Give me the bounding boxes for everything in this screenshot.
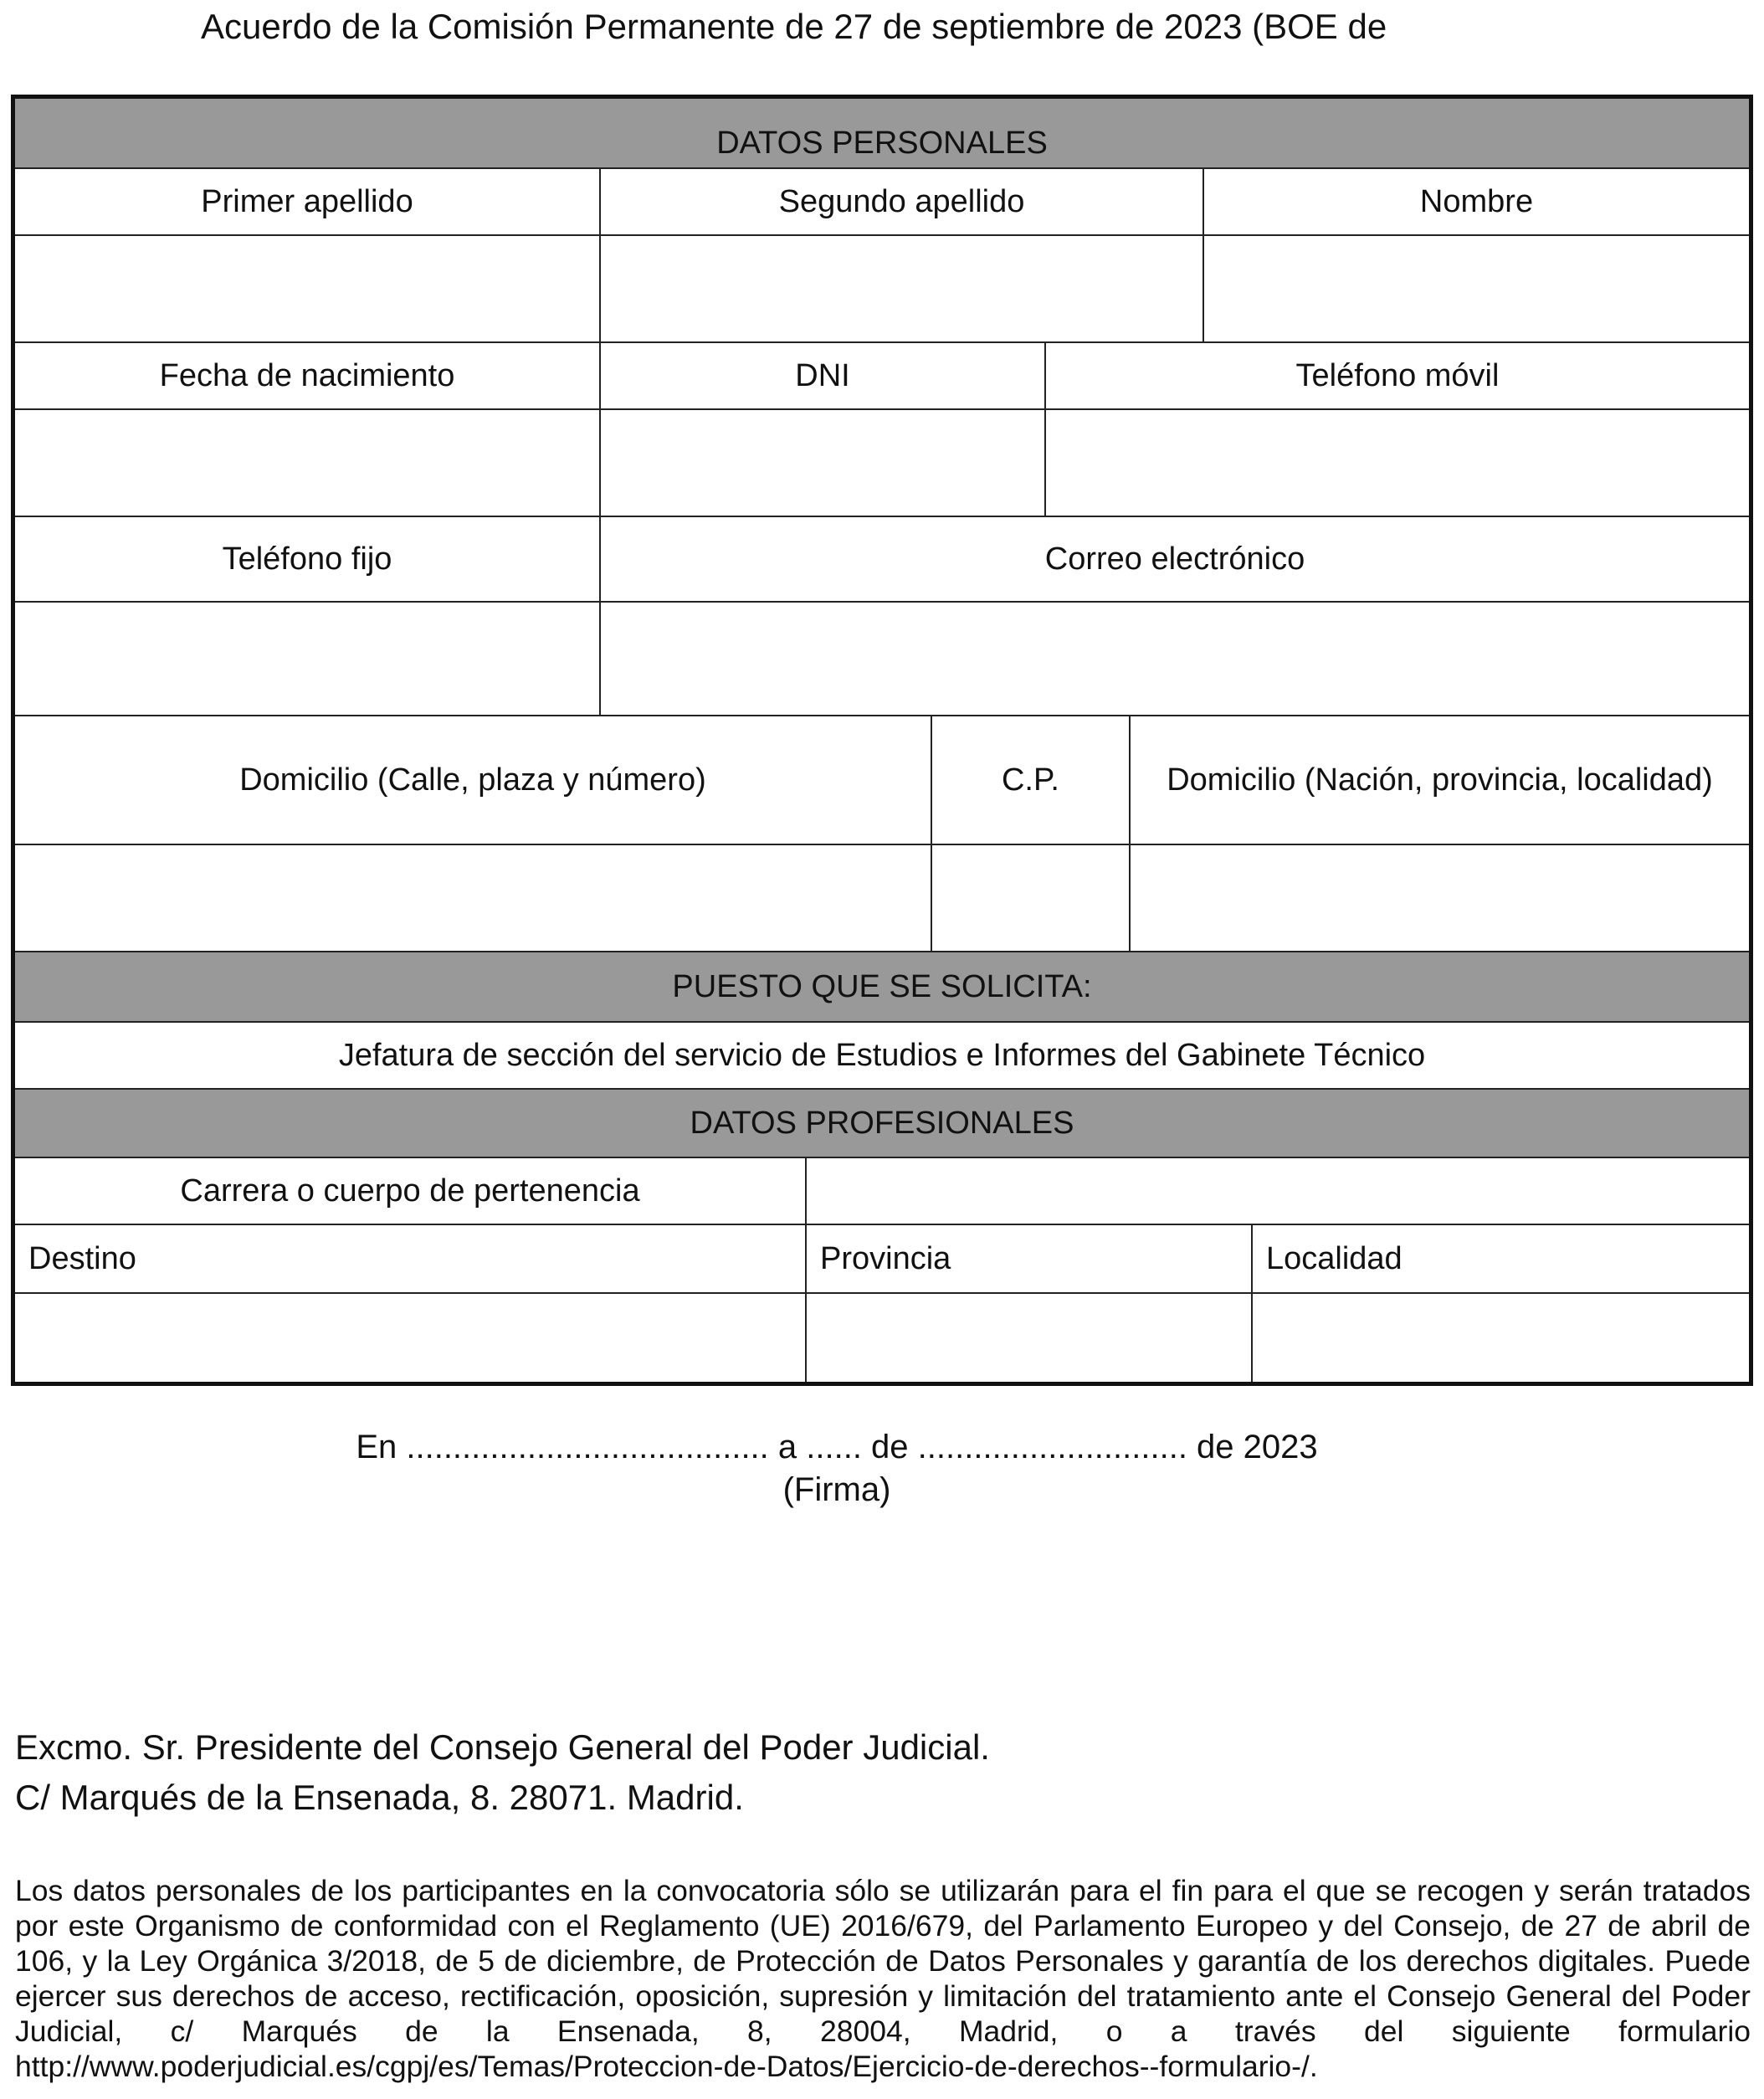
- primer-apellido-field[interactable]: [15, 236, 601, 343]
- privacy-notice: Los datos personales de los participantes en la convocatoria sólo se utilizarán para el fin para el que se recogen y serán tratados por este Organismo de conformidad con el Reglamento (UE) 2016/679, del Parlamento Europeo y del Consejo, de 27 de abril de 106, y la Ley Orgánica 3/2018, de 5 de diciembre, de Protección de Datos Personales y garantía de los derechos digitales. Puede ejercer sus derechos de acceso, rectificación, oposición, supresión y limitación del tratamiento ante el Consejo General del Poder Judicial, c/ Marqués de la Ensenada, 8, 28004, Madrid, o a través del siguiente formulario http://www.poderjudicial.es/cgpj/es/Temas/Proteccion-de-Datos/Ejercicio-de-derechos--formulario-/.: [15, 1874, 1751, 2083]
- label-carrera: Carrera o cuerpo de pertenencia: [15, 1158, 807, 1225]
- label-provincia: Provincia: [807, 1225, 1253, 1294]
- domicilio-nacion-field[interactable]: [1131, 845, 1749, 952]
- fecha-nacimiento-field[interactable]: [15, 410, 601, 517]
- nombre-field[interactable]: [1204, 236, 1749, 343]
- label-cp: C.P.: [932, 716, 1131, 845]
- label-nombre: Nombre: [1204, 169, 1749, 236]
- date-line: En ....................................... a ...... de ............................. de 2023: [356, 1429, 1318, 1465]
- domicilio-calle-field[interactable]: [15, 845, 932, 952]
- label-segundo-apellido: Segundo apellido: [601, 169, 1204, 236]
- addressee-line-1: Excmo. Sr. Presidente del Consejo General del Poder Judicial.: [15, 1727, 990, 1767]
- label-fecha-nacimiento: Fecha de nacimiento: [15, 343, 601, 410]
- section-datos-personales: DATOS PERSONALES: [15, 99, 1749, 169]
- telefono-fijo-field[interactable]: [15, 603, 601, 716]
- addressee-line-2: C/ Marqués de la Ensenada, 8. 28071. Madrid.: [15, 1778, 744, 1817]
- label-destino: Destino: [15, 1225, 807, 1294]
- label-localidad: Localidad: [1253, 1225, 1749, 1294]
- carrera-field[interactable]: [807, 1158, 1749, 1225]
- destino-field[interactable]: [15, 1294, 807, 1382]
- correo-field[interactable]: [601, 603, 1749, 716]
- firma-label: (Firma): [782, 1471, 891, 1508]
- label-telefono-movil: Teléfono móvil: [1046, 343, 1749, 410]
- dni-field[interactable]: [601, 410, 1046, 517]
- cp-field[interactable]: [932, 845, 1131, 952]
- telefono-movil-field[interactable]: [1046, 410, 1749, 517]
- label-dni: DNI: [601, 343, 1046, 410]
- segundo-apellido-field[interactable]: [601, 236, 1204, 343]
- label-primer-apellido: Primer apellido: [15, 169, 601, 236]
- label-domicilio-calle: Domicilio (Calle, plaza y número): [15, 716, 932, 845]
- label-correo: Correo electrónico: [601, 517, 1749, 603]
- section-datos-profesionales: DATOS PROFESIONALES: [15, 1090, 1749, 1158]
- label-domicilio-nacion: Domicilio (Nación, provincia, localidad): [1131, 716, 1749, 845]
- page-heading: Acuerdo de la Comisión Permanente de 27 de septiembre de 2023 (BOE de: [201, 7, 1387, 46]
- localidad-field[interactable]: [1253, 1294, 1749, 1382]
- label-telefono-fijo: Teléfono fijo: [15, 517, 601, 603]
- application-form: [11, 95, 1753, 1386]
- provincia-field[interactable]: [807, 1294, 1253, 1382]
- section-puesto: PUESTO QUE SE SOLICITA:: [15, 952, 1749, 1023]
- puesto-value: Jefatura de sección del servicio de Estudios e Informes del Gabinete Técnico: [15, 1023, 1749, 1090]
